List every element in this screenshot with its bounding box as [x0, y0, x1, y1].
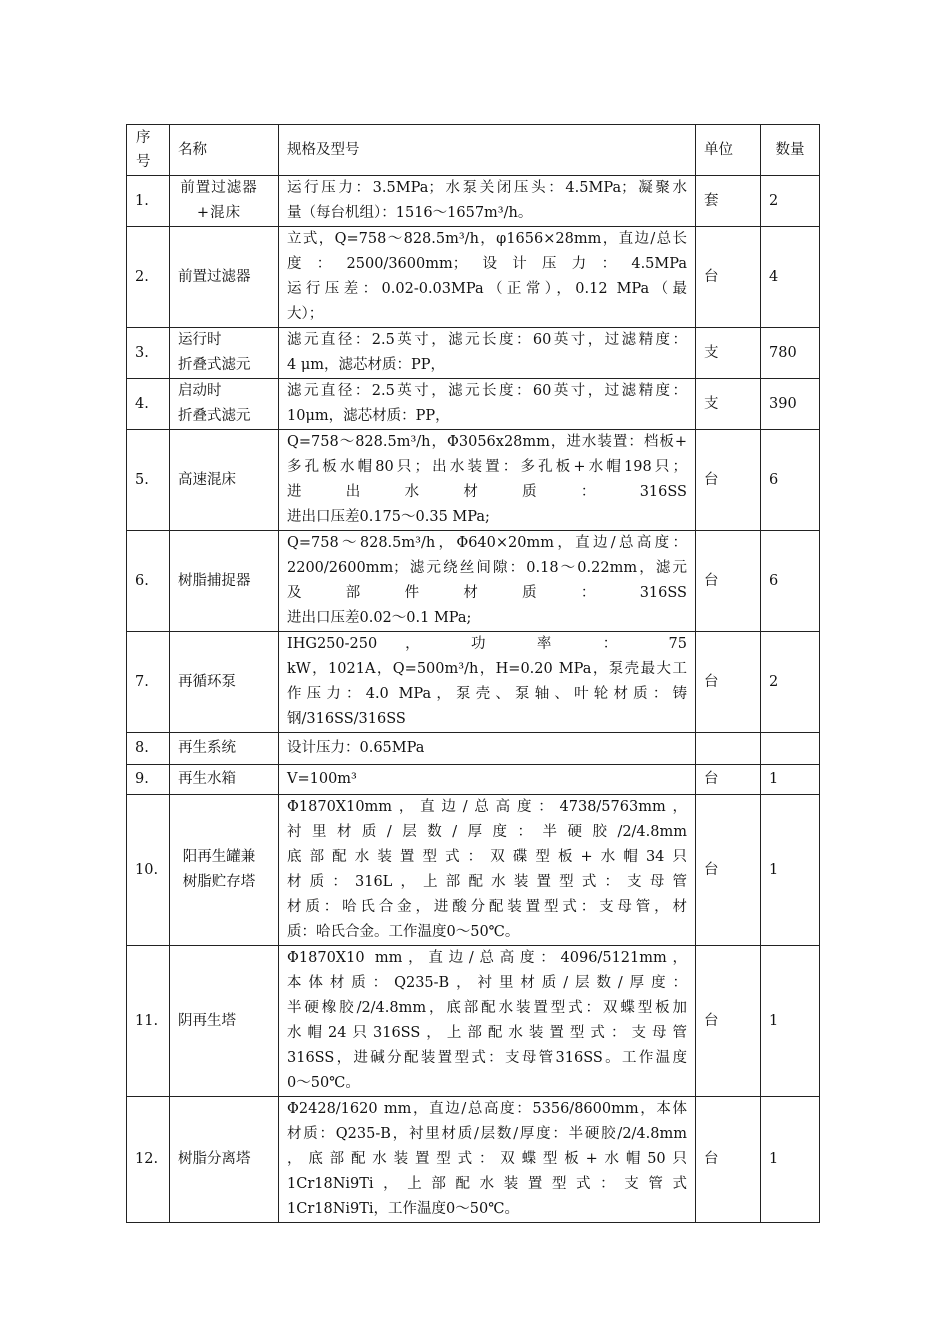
- row-unit: 支: [696, 328, 761, 379]
- spec-line: Φ1870X10mm，直边/总高度：4738/5763mm，: [287, 799, 687, 815]
- spec-line: 材质：316L，上部配水装置型式：支母管: [287, 874, 687, 890]
- spec-line: 大）；: [287, 306, 324, 322]
- spec-line: 钢/316SS/316SS: [287, 711, 406, 727]
- row-name: 前置过滤器+混床: [170, 176, 279, 227]
- row-unit: 台: [696, 632, 761, 733]
- header-spec: 规格及型号: [279, 125, 696, 176]
- row-qty: 780: [761, 328, 820, 379]
- row-spec: [279, 176, 696, 227]
- spec-line: 运行压力：3.5MPa；水泵关闭压头：4.5MPa；凝聚水: [287, 180, 687, 196]
- header-unit: 单位: [696, 125, 761, 176]
- row-qty: 1: [761, 765, 820, 795]
- row-name: 阳再生罐兼 树脂贮存塔: [170, 795, 279, 946]
- spec-line: 多孔板水帽80只；出水装置：多孔板+水帽198只；: [287, 459, 687, 475]
- row-unit: 台: [696, 430, 761, 531]
- table-row: [127, 176, 820, 227]
- spec-line: 滤元直径：2.5英寸，滤元长度：60英寸，过滤精度：: [287, 332, 687, 348]
- spec-line: 度：2500/3600mm；设计压力：4.5MPa: [287, 256, 687, 272]
- row-name: 前置过滤器: [170, 227, 279, 328]
- row-unit: 台: [696, 795, 761, 946]
- table-row: [127, 795, 820, 946]
- row-unit: 台: [696, 946, 761, 1097]
- table-row: [127, 227, 820, 328]
- row-spec: [279, 765, 696, 795]
- row-qty: 6: [761, 430, 820, 531]
- row-spec: [279, 795, 696, 946]
- row-name: 启动时 折叠式滤元: [170, 379, 279, 430]
- table-row: [127, 379, 820, 430]
- row-qty: 1: [761, 795, 820, 946]
- spec-line: 进出水材质：316SS: [287, 484, 687, 500]
- spec-line: 作压力：4.0 MPa，泵壳、泵轴、叶轮材质：铸: [287, 686, 687, 702]
- row-unit: 套: [696, 176, 761, 227]
- table-row: [127, 765, 820, 795]
- row-spec: [279, 227, 696, 328]
- row-name: 树脂捕捉器: [170, 531, 279, 632]
- header-seq: 序 号: [127, 125, 170, 176]
- table-row: [127, 946, 820, 1097]
- row-number: 5.: [127, 430, 170, 531]
- row-unit: 台: [696, 531, 761, 632]
- row-unit: 台: [696, 227, 761, 328]
- spec-line: 半硬橡胶/2/4.8mm，底部配水装置型式：双蝶型板加: [287, 1000, 687, 1016]
- row-name: 运行时 折叠式滤元: [170, 328, 279, 379]
- spec-line: Φ1870X10 mm，直边/总高度：4096/5121mm，: [287, 950, 687, 966]
- row-number: 9.: [127, 765, 170, 795]
- row-name: 再循环泵: [170, 632, 279, 733]
- row-name: 阴再生塔: [170, 946, 279, 1097]
- row-qty: 4: [761, 227, 820, 328]
- spec-line: 运行压差：0.02-0.03MPa（正常），0.12 MPa（最: [287, 281, 687, 297]
- row-spec: [279, 531, 696, 632]
- table-row: [127, 733, 820, 765]
- spec-line: 及部件材质：316SS: [287, 585, 687, 601]
- table-row: [127, 430, 820, 531]
- spec-line: 滤元直径：2.5英寸，滤元长度：60英寸，过滤精度：: [287, 383, 687, 399]
- row-unit: 支: [696, 379, 761, 430]
- spec-line: 水帽24只316SS，上部配水装置型式：支母管: [287, 1025, 687, 1041]
- row-name: 树脂分离塔: [170, 1097, 279, 1223]
- spec-line: 衬里材质/层数/厚度：半硬胶/2/4.8mm: [287, 824, 687, 840]
- table-row: [127, 632, 820, 733]
- row-spec: [279, 1097, 696, 1223]
- row-spec: [279, 379, 696, 430]
- spec-line: 316SS，进碱分配装置型式：支母管316SS。工作温度: [287, 1050, 687, 1066]
- spec-line: V=100m³: [287, 771, 357, 787]
- table-row: [127, 1097, 820, 1223]
- row-qty: 2: [761, 176, 820, 227]
- spec-line: 2200/2600mm；滤元绕丝间隙：0.18～0.22mm，滤元: [287, 560, 687, 576]
- row-number: 11.: [127, 946, 170, 1097]
- row-qty: 1: [761, 1097, 820, 1223]
- row-number: 2.: [127, 227, 170, 328]
- spec-line: kW，1021A，Q=500m³/h，H=0.20 MPa，泵壳最大工: [287, 661, 687, 677]
- row-number: 7.: [127, 632, 170, 733]
- spec-line: 质：哈氏合金。工作温度0～50℃。: [287, 924, 520, 940]
- spec-line: 1Cr18Ni9Ti，上部配水装置型式：支管式: [287, 1176, 687, 1192]
- spec-line: 材质：Q235-B，衬里材质/层数/厚度：半硬胶/2/4.8mm: [287, 1126, 687, 1142]
- spec-line: 进出口压差0.02～0.1 MPa;: [287, 610, 472, 626]
- row-spec: [279, 632, 696, 733]
- row-qty: 1: [761, 946, 820, 1097]
- row-number: 1.: [127, 176, 170, 227]
- row-spec: [279, 430, 696, 531]
- row-spec: [279, 946, 696, 1097]
- equipment-spec-table: [126, 124, 820, 1223]
- spec-line: Q=758～828.5m³/h，Φ3056x28mm，进水装置：档板+: [287, 434, 687, 450]
- row-qty: 6: [761, 531, 820, 632]
- spec-line: Φ2428/1620 mm，直边/总高度：5356/8600mm，本体: [287, 1101, 687, 1117]
- row-spec: [279, 733, 696, 765]
- spec-line: ，底部配水装置型式：双蝶型板+水帽50只: [287, 1151, 687, 1167]
- spec-line: IHG250-250 ， 功 率 ： 75: [287, 636, 687, 652]
- spec-line: 10μm，滤芯材质：PP，: [287, 408, 450, 424]
- row-number: 4.: [127, 379, 170, 430]
- spec-line: 本体材质：Q235-B，衬里材质/层数/厚度：: [287, 975, 687, 991]
- row-name: 再生系统: [170, 733, 279, 765]
- table-row: [127, 328, 820, 379]
- spec-line: 立式，Q=758～828.5m³/h，φ1656×28mm，直边/总长: [287, 231, 687, 247]
- table-row: [127, 531, 820, 632]
- row-name: 再生水箱: [170, 765, 279, 795]
- row-number: 12.: [127, 1097, 170, 1223]
- spec-line: Q=758～828.5m³/h，Φ640×20mm，直边/总高度：: [287, 535, 687, 551]
- row-number: 8.: [127, 733, 170, 765]
- row-qty: [761, 733, 820, 765]
- row-qty: 390: [761, 379, 820, 430]
- table-header-row: [127, 125, 820, 176]
- spec-line: 量（每台机组）：1516～1657m³/h。: [287, 205, 533, 221]
- spec-line: 设计压力：0.65MPa: [287, 740, 425, 756]
- row-name: 高速混床: [170, 430, 279, 531]
- header-qty: 数量: [761, 125, 820, 176]
- row-number: 10.: [127, 795, 170, 946]
- spec-line: 1Cr18Ni9Ti，工作温度0～50℃。: [287, 1201, 519, 1217]
- spec-line: 进出口压差0.175～0.35 MPa;: [287, 509, 490, 525]
- row-unit: 台: [696, 1097, 761, 1223]
- row-qty: 2: [761, 632, 820, 733]
- spec-line: 材质：哈氏合金，进酸分配装置型式：支母管，材: [287, 899, 687, 915]
- spec-line: 底部配水装置型式：双碟型板+水帽34只: [287, 849, 687, 865]
- header-name: 名称: [170, 125, 279, 176]
- spec-line: 0～50℃。: [287, 1075, 360, 1091]
- row-number: 6.: [127, 531, 170, 632]
- row-unit: [696, 733, 761, 765]
- spec-line: 4 μm，滤芯材质：PP，: [287, 357, 446, 373]
- row-unit: 台: [696, 765, 761, 795]
- row-number: 3.: [127, 328, 170, 379]
- row-spec: [279, 328, 696, 379]
